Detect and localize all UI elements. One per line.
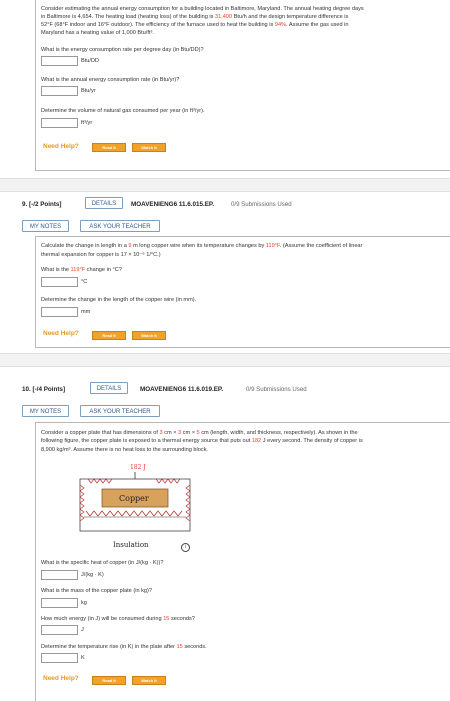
q10-answer-3-input[interactable] — [41, 625, 78, 635]
q8-intro-line-3: 52°F (68°F indoor and 16°F outdoor). The efficiency of the furnace used to heat the building is 94%. Assume the gas used in — [41, 22, 349, 28]
q8-question-3: Determine the volume of natural gas consumed per year (in ft³/yr). — [41, 108, 205, 114]
q9-problem-line-1: Calculate the change in length in a 9 m long copper wire when its temperature changes by 119°F. (Assume the coefficient of linear — [41, 243, 363, 249]
q8-answer-3-input[interactable] — [41, 118, 78, 128]
q10-details-button[interactable]: DETAILS — [90, 382, 128, 394]
q9-watch-it-button[interactable]: Watch It — [132, 331, 166, 340]
q10-answer-1-input[interactable] — [41, 570, 78, 580]
separator-1 — [0, 178, 450, 192]
q9-submissions: 0/9 Submissions Used — [231, 201, 292, 208]
q9-unit-1: °C — [81, 279, 88, 285]
q8-unit-1: Btu/DD — [81, 58, 100, 64]
q9-problem-code: MOAVENIENG6 11.6.015.EP. — [131, 201, 215, 208]
q10-my-notes-button[interactable]: MY NOTES — [22, 405, 69, 417]
q9-question-2: Determine the change in the length of the copper wire (in mm). — [41, 297, 197, 303]
q9-need-help: Need Help? — [43, 330, 79, 337]
q8-question-2: What is the annual energy consumption rate (in Btu/yr)? — [41, 77, 180, 83]
q8-watch-it-button[interactable]: Watch It — [132, 143, 166, 152]
q8-answer-2-input[interactable] — [41, 86, 78, 96]
q10-question-2: What is the mass of the copper plate (in kg)? — [41, 588, 152, 594]
q10-need-help: Need Help? — [43, 675, 79, 682]
q9-read-it-button[interactable]: Read It — [92, 331, 126, 340]
q10-ask-teacher-button[interactable]: ASK YOUR TEACHER — [80, 405, 160, 417]
q10-read-it-button[interactable]: Read It — [92, 676, 126, 685]
q10-question-1: What is the specific heat of copper (in J/(kg · K))? — [41, 560, 164, 566]
q9-unit-2: mm — [81, 309, 91, 315]
q10-problem-code: MOAVENIENG6 11.6.019.EP. — [140, 386, 224, 393]
q10-answer-4-input[interactable] — [41, 653, 78, 663]
q10-header: 10. [-/4 Points] — [22, 386, 66, 393]
q10-question-4: Determine the temperature rise (in K) in the plate after 15 seconds. — [41, 644, 207, 650]
q10-question-3: How much energy (in J) will be consumed during 15 seconds? — [41, 616, 195, 622]
q8-need-help: Need Help? — [43, 143, 79, 150]
q9-answer-1-input[interactable] — [41, 277, 78, 287]
q10-problem-line-2: following figure, the copper plate is exposed to a thermal energy source that puts out 182 J every second. The density of copper is — [41, 438, 363, 444]
q8-unit-2: Btu/yr — [81, 88, 96, 94]
q10-unit-2: kg — [81, 600, 87, 606]
q9-answer-2-input[interactable] — [41, 307, 78, 317]
figure-insulation-label: Insulation — [113, 541, 149, 549]
q8-answer-1-input[interactable] — [41, 56, 78, 66]
q10-unit-1: J/(kg · K) — [81, 572, 104, 578]
q8-unit-3: ft³/yr — [81, 120, 93, 126]
q10-problem-line-3: 8,900 kg/m³. Assume there is no heat loss to the surrounding block. — [41, 447, 208, 453]
q10-answer-2-input[interactable] — [41, 598, 78, 608]
q8-intro-line-2: in Baltimore is 4,654. The heating load (heating loss) of the building is 31,400 Btu/h and the design temperature difference is — [41, 14, 349, 20]
q9-details-button[interactable]: DETAILS — [85, 197, 123, 209]
copper-plate-figure — [60, 455, 210, 555]
q10-watch-it-button[interactable]: Watch It — [132, 676, 166, 685]
q9-header: 9. [-/2 Points] — [22, 201, 62, 208]
separator-2 — [0, 353, 450, 367]
q8-intro-line-4: Maryland has a heating value of 1,000 Btu/ft³. — [41, 30, 154, 36]
q10-unit-3: J — [81, 627, 84, 633]
q9-my-notes-button[interactable]: MY NOTES — [22, 220, 69, 232]
q8-read-it-button[interactable]: Read It — [92, 143, 126, 152]
figure-energy-label: 182 J — [130, 464, 146, 471]
q10-submissions: 0/9 Submissions Used — [246, 386, 307, 393]
q10-unit-4: K — [81, 655, 85, 661]
q9-ask-teacher-button[interactable]: ASK YOUR TEACHER — [80, 220, 160, 232]
q10-problem-line-1: Consider a copper plate that has dimensions of 3 cm × 3 cm × 5 cm (length, width, and thickness, respectively). As shown in the — [41, 430, 358, 436]
figure-copper-label: Copper — [119, 494, 149, 503]
q8-intro-line-1: Consider estimating the annual energy consumption for a building located in Baltimore, Maryland. The annual heating degree days — [41, 6, 364, 12]
q9-question-1: What is the 119°F change in °C? — [41, 267, 122, 273]
q8-question-1: What is the energy consumption rate per degree day (in Btu/DD)? — [41, 47, 204, 53]
info-icon[interactable]: i — [181, 543, 190, 552]
q9-problem-line-2: thermal expansion for copper is 17 × 10⁻⁶ 1/°C.) — [41, 252, 161, 258]
